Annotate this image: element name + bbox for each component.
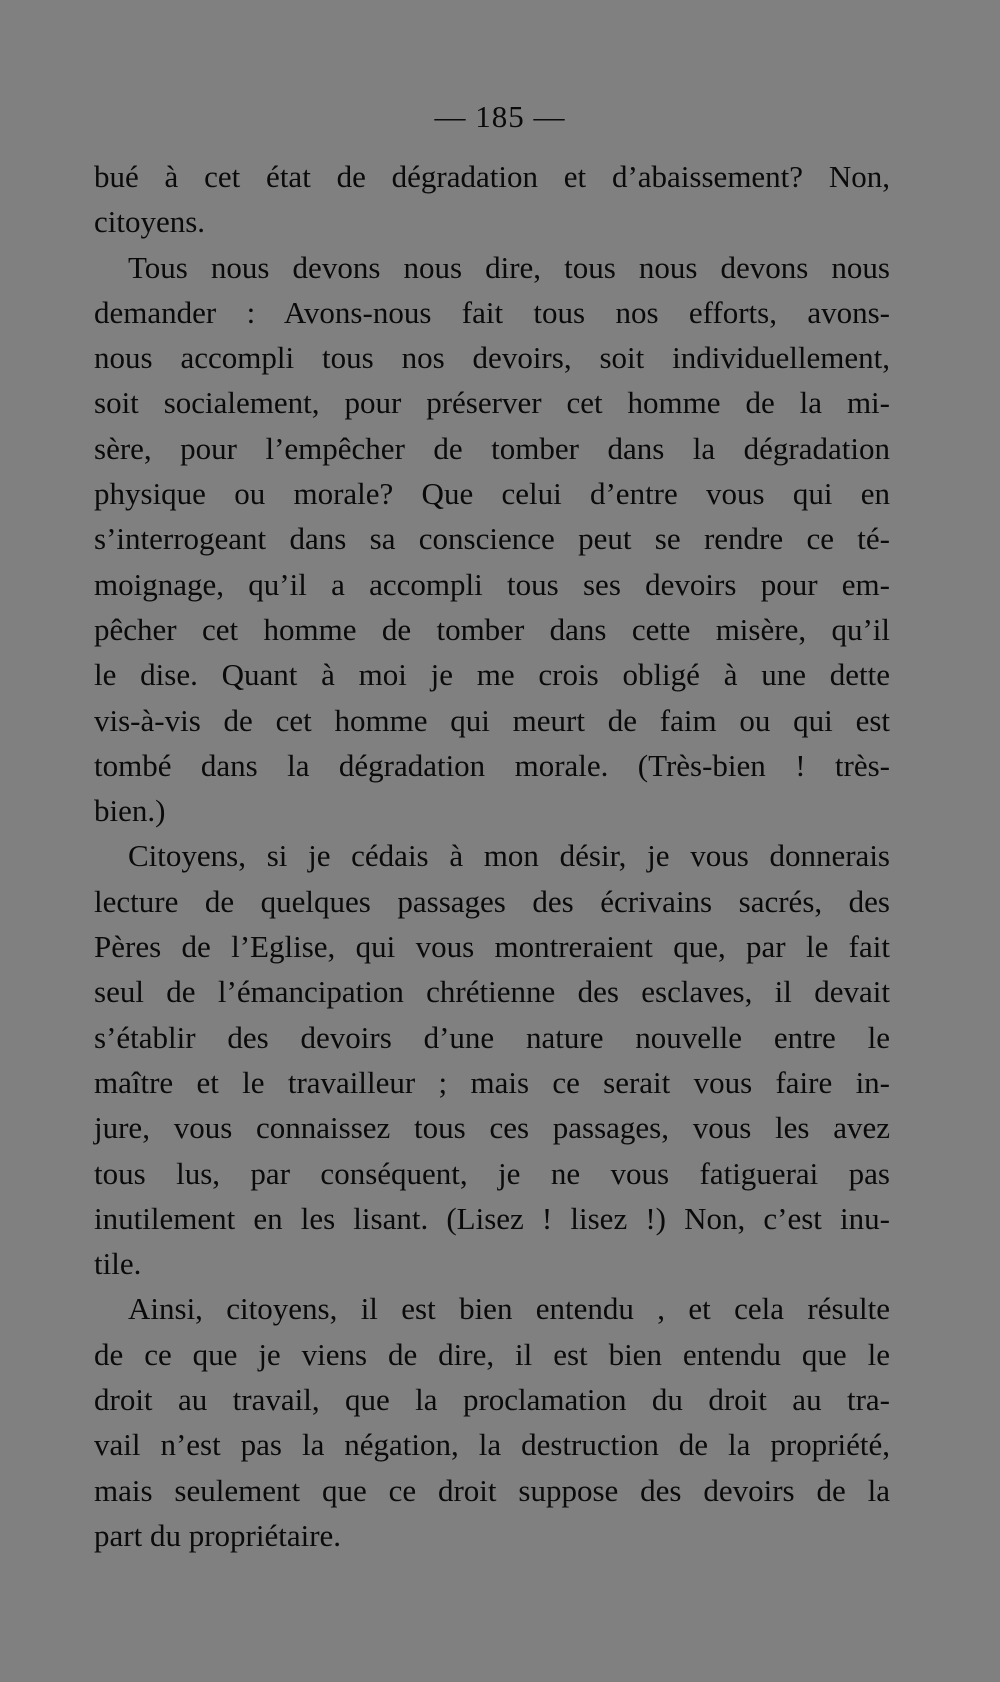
text-line: bien.) <box>94 793 166 829</box>
text-line: tous lus, par conséquent, je ne vous fatiguerai pas <box>94 1155 890 1191</box>
text-line: bué à cet état de dégradation et d’abaissement? Non, <box>94 159 890 194</box>
text-line: vail n’est pas la négation, la destruction de la propriété, <box>94 1427 890 1463</box>
text-line: demander : Avons-nous fait tous nos efforts, avons- <box>94 294 890 330</box>
text-line: vis-à-vis de cet homme qui meurt de faim ou qui est <box>94 702 890 738</box>
text-line: tombé dans la dégradation morale. (Très-bien ! très- <box>94 747 890 783</box>
text-line: maître et le travailleur ; mais ce serait vous faire in- <box>94 1064 890 1100</box>
text-line: pêcher cet homme de tomber dans cette misère, qu’il <box>94 611 890 647</box>
text-line: sère, pour l’empêcher de tomber dans la dégradation <box>94 430 890 466</box>
text-line: de ce que je viens de dire, il est bien entendu que le <box>94 1336 890 1372</box>
text-line: soit socialement, pour préserver cet homme de la mi- <box>94 385 890 421</box>
text-line: Pères de l’Eglise, qui vous montreraient que, par le fait <box>94 929 890 965</box>
text-line: part du propriétaire. <box>94 1517 342 1553</box>
text-line: nous accompli tous nos devoirs, soit individuellement, <box>94 340 890 376</box>
text-line: inutilement en les lisant. (Lisez ! lisez !) Non, c’est inu- <box>94 1200 890 1236</box>
text-line: citoyens. <box>94 204 206 240</box>
page-number: — 185 — <box>434 99 566 134</box>
text-line: moignage, qu’il a accompli tous ses devoirs pour em- <box>94 566 890 602</box>
text-line: physique ou morale? Que celui d’entre vous qui en <box>94 476 890 512</box>
text-line: droit au travail, que la proclamation du droit au tra- <box>94 1382 890 1418</box>
text-line: Tous nous devons nous dire, tous nous devons nous <box>128 249 890 285</box>
text-line: jure, vous connaissez tous ces passages, vous les avez <box>94 1110 890 1146</box>
text-line: Ainsi, citoyens, il est bien entendu , et cela résulte <box>128 1291 890 1327</box>
text-line: seul de l’émancipation chrétienne des esclaves, il devait <box>94 974 890 1010</box>
text-line: lecture de quelques passages des écrivains sacrés, des <box>94 883 890 919</box>
text-line: s’interrogeant dans sa conscience peut se rendre ce té- <box>94 521 890 557</box>
body-text <box>94 154 890 1558</box>
text-line: tile. <box>94 1246 142 1282</box>
text-line: Citoyens, si je cédais à mon désir, je vous donnerais <box>128 838 890 874</box>
text-line: le dise. Quant à moi je me crois obligé à une dette <box>94 657 890 693</box>
text-line: mais seulement que ce droit suppose des devoirs de la <box>94 1472 890 1508</box>
text-line: s’établir des devoirs d’une nature nouvelle entre le <box>94 1019 890 1055</box>
